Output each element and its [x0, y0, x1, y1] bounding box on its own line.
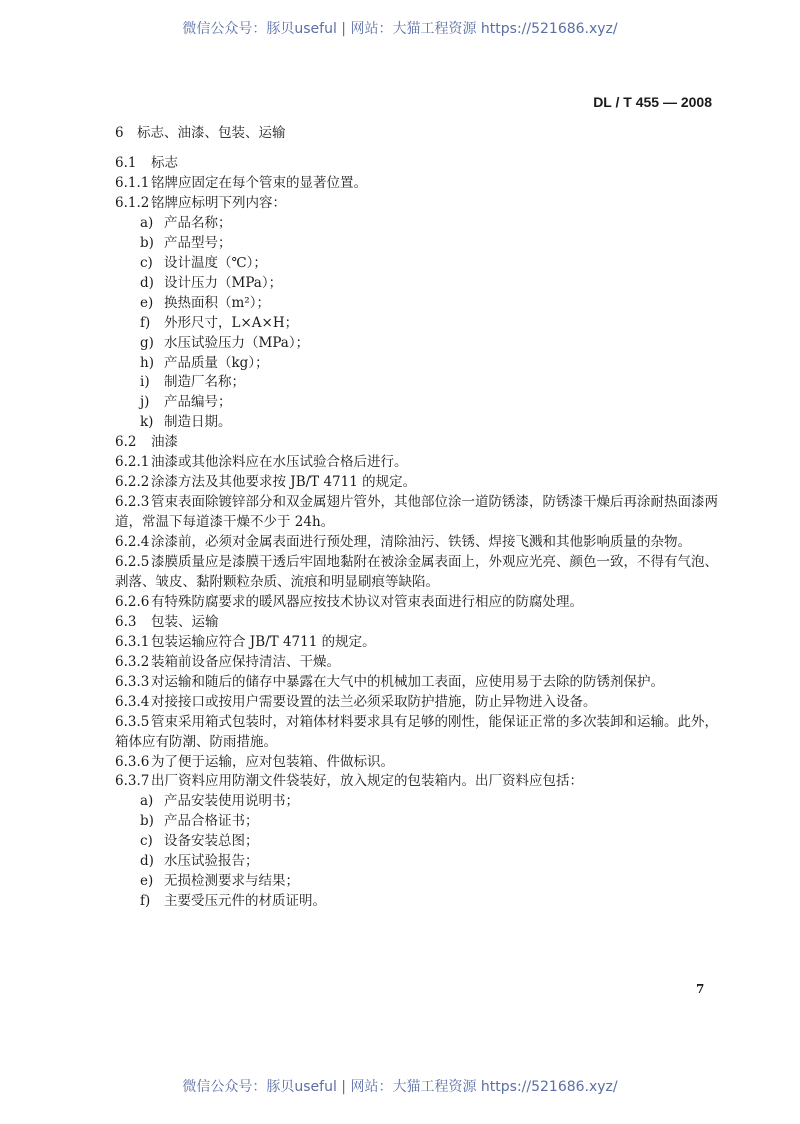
- list-item: [140, 832, 259, 850]
- list-item: [140, 413, 232, 431]
- clause-number: i): [140, 374, 150, 391]
- clause-number: 6.3.3: [115, 673, 150, 690]
- list-item: [140, 314, 298, 332]
- clause: [115, 693, 597, 711]
- clause-number: b): [140, 813, 154, 830]
- clause: [115, 633, 376, 651]
- clause: [115, 713, 718, 731]
- clause-number: a): [140, 793, 154, 810]
- clause-number: 6.3.6: [115, 753, 150, 770]
- list-item: [140, 294, 270, 312]
- clause: [115, 513, 334, 531]
- clause-text: 有特殊防腐要求的暖风器应按技术协议对管束表面进行相应的防腐处理。: [151, 593, 583, 610]
- clause-number: g): [140, 334, 154, 351]
- list-item: [140, 214, 232, 232]
- clause-number: 6.3.7: [115, 773, 150, 790]
- watermark-bottom: 微信公众号：豚贝useful | 网站：大猫工程资源 https://521686.xyz/: [182, 1079, 618, 1095]
- clause-number: f): [140, 893, 151, 910]
- clause: [115, 673, 664, 691]
- clause-text: 产品编号；: [164, 394, 232, 411]
- clause: [115, 772, 583, 790]
- clause-text: 涂漆方法及其他要求按 JB/T 4711 的规定。: [151, 474, 417, 491]
- clause-text: 无损检测要求与结果；: [164, 873, 299, 890]
- clause-number: 6.3: [115, 613, 137, 630]
- clause-number: 6.3.5: [115, 713, 150, 730]
- clause-text: 换热面积（m²）；: [164, 294, 270, 311]
- clause-number: 6.2.4: [115, 534, 150, 551]
- clause-text: 油漆或其他涂料应在水压试验合格后进行。: [151, 454, 408, 471]
- page-number: 7: [696, 982, 705, 996]
- list-item: [140, 234, 232, 252]
- clause: [115, 473, 416, 491]
- clause-number: j): [140, 394, 150, 411]
- clause-text: 产品名称；: [164, 214, 232, 231]
- clause: [115, 573, 439, 591]
- clause-text: 设计温度（℃）；: [164, 254, 267, 271]
- clause-text: 剥落、皱皮、黏附颗粒杂质、流痕和明显刷痕等缺陷。: [115, 573, 439, 590]
- clause-text: 制造厂名称；: [164, 374, 245, 391]
- clause-number: 6.2.2: [115, 474, 150, 491]
- list-item: [140, 354, 269, 372]
- clause-text: 包装、运输: [151, 613, 219, 630]
- clause: [115, 533, 691, 551]
- clause-number: 6.2.3: [115, 494, 150, 511]
- clause-text: 道，常温下每道漆干燥不少于 24h。: [115, 514, 335, 531]
- clause-text: 涂漆前，必须对金属表面进行预处理，清除油污、铁锈、焊接飞溅和其他影响质量的杂物。: [151, 534, 691, 551]
- clause-text: 装箱前设备应保持清洁、干燥。: [151, 653, 340, 670]
- clause: [115, 593, 583, 611]
- clause-text: 对接接口或按用户需要设置的法兰必须采取防护措施，防止异物进入设备。: [151, 693, 597, 710]
- clause-text: 产品安装使用说明书；: [164, 793, 299, 810]
- clause: [115, 653, 340, 671]
- list-item: [140, 373, 245, 391]
- clause-text: 产品合格证书；: [164, 813, 259, 830]
- list-item: [140, 274, 282, 292]
- clause-number: d): [140, 853, 154, 870]
- clause: [115, 553, 718, 571]
- clause-number: 6.3.2: [115, 653, 150, 670]
- clause: [115, 753, 394, 771]
- list-item: [140, 254, 267, 272]
- clause-text: 设计压力（MPa）；: [164, 274, 283, 291]
- clause-number: b): [140, 234, 154, 251]
- clause-text: 外形尺寸，L×A×H；: [164, 314, 299, 331]
- clause-number: c): [140, 833, 153, 850]
- clause-text: 制造日期。: [164, 414, 232, 431]
- clause-number: f): [140, 314, 151, 331]
- clause: [115, 493, 718, 511]
- clause-text: 设备安装总图；: [164, 833, 259, 850]
- clause-text: 漆膜质量应是漆膜干透后牢固地黏附在被涂金属表面上，外观应光亮、颜色一致，不得有气泡、: [151, 554, 718, 570]
- clause-text: 管束表面除镀锌部分和双金属翅片管外，其他部位涂一道防锈漆，防锈漆干燥后再涂耐热面漆两: [151, 494, 718, 511]
- clause-number: 6.3.4: [115, 693, 150, 710]
- clause-number: k): [140, 414, 154, 431]
- clause-text: 管束采用箱式包装时，对箱体材料要求具有足够的刚性，能保证正常的多次装卸和运输。此外，: [151, 713, 718, 730]
- clause-text: 包装运输应符合 JB/T 4711 的规定。: [151, 633, 376, 650]
- clause-text: 水压试验压力（MPa）；: [164, 334, 310, 351]
- clause-text: 油漆: [151, 434, 178, 451]
- list-item: [140, 852, 259, 870]
- clause-number: 6.2.1: [115, 454, 150, 471]
- clause-number: 6.2.6: [115, 593, 150, 610]
- clause-number: 6.2: [115, 434, 137, 451]
- clause-number: 6.1.2: [115, 194, 150, 211]
- clause: [115, 613, 219, 631]
- clause-number: e): [140, 873, 154, 890]
- clause-number: 6.1.1: [115, 174, 150, 191]
- clause-text: 对运输和随后的储存中暴露在大气中的机械加工表面，应使用易于去除的防锈剂保护。: [151, 673, 664, 690]
- clause-text: 为了便于运输，应对包装箱、件做标识。: [151, 753, 394, 770]
- document-code-header: DL / T 455 — 2008: [593, 94, 712, 110]
- clause: [115, 174, 367, 192]
- list-item: [140, 792, 299, 810]
- list-item: [140, 872, 299, 890]
- clause-text: 铭牌应标明下列内容：: [151, 194, 286, 211]
- clause-text: 产品型号；: [164, 234, 232, 251]
- clause-number: a): [140, 214, 154, 231]
- clause: [115, 733, 277, 751]
- clause-number: e): [140, 294, 154, 311]
- clause-number: c): [140, 254, 153, 271]
- list-item: [140, 334, 309, 352]
- list-item: [140, 393, 232, 411]
- clause: [115, 453, 408, 471]
- clause-text: 铭牌应固定在每个管束的显著位置。: [151, 174, 367, 191]
- clause-number: 6: [115, 125, 124, 141]
- list-item: [140, 892, 326, 910]
- clause-number: h): [140, 354, 154, 371]
- clause-text: 标志、油漆、包装、运输: [137, 125, 286, 141]
- clause: [115, 433, 178, 451]
- clause-text: 主要受压元件的材质证明。: [164, 893, 326, 910]
- clause-number: 6.2.5: [115, 554, 150, 570]
- section-title: [115, 124, 286, 142]
- watermark-top: 微信公众号：豚贝useful | 网站：大猫工程资源 https://521686.xyz/: [182, 21, 618, 37]
- clause-text: 产品质量（kg）；: [164, 354, 269, 371]
- clause: [115, 154, 178, 172]
- clause: [115, 194, 286, 212]
- clause-text: 标志: [151, 155, 178, 171]
- clause-number: 6.1: [115, 155, 137, 171]
- clause-text: 水压试验报告；: [164, 853, 259, 870]
- clause-text: 箱体应有防潮、防雨措施。: [115, 733, 277, 750]
- clause-text: 出厂资料应用防潮文件袋装好，放入规定的包装箱内。出厂资料应包括：: [151, 773, 583, 790]
- clause-number: d): [140, 274, 154, 291]
- list-item: [140, 812, 259, 830]
- clause-number: 6.3.1: [115, 633, 150, 650]
